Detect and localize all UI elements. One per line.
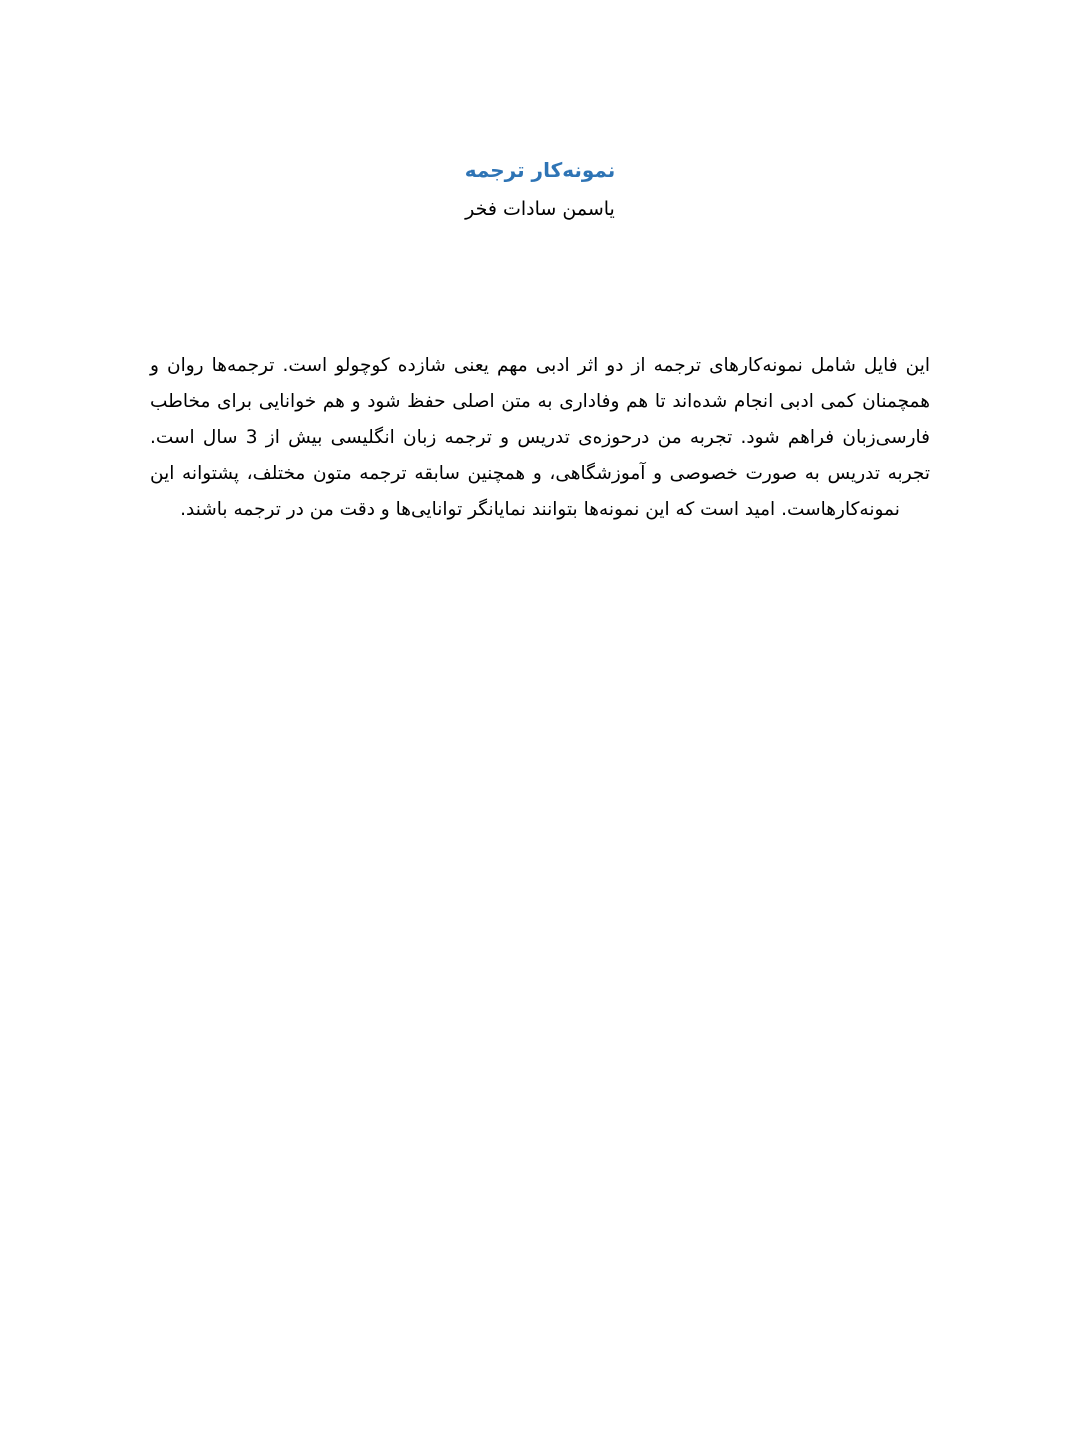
author-name: یاسمن سادات فخر	[465, 198, 615, 220]
page-title: نمونه‌کار ترجمه	[464, 158, 616, 182]
body-paragraph: این فایل شامل نمونه‌کارهای ترجمه از دو اثر ادبی مهم یعنی شازده کوچولو است. ترجمه‌ها روان و همچمنان کمی ادبی انجام شده‌اند تا هم وفاداری به متن اصلی حفظ شود و هم خوانایی برای مخاطب فارسی‌زبان فراهم شود. تجربه من درحوزه‌ی تدریس و ترجمه زبان انگلیسی بیش از 3 سال است. تجربه تدریس به صورت خصوصی و آموزشگاهی، و همچنین سابقه ترجمه متون مختلف، پشتوانه این نمونه‌کارهاست. امید است که این نمونه‌ها بتوانند نمایانگر توانایی‌ها و دقت من در ترجمه باشند.	[150, 355, 931, 520]
